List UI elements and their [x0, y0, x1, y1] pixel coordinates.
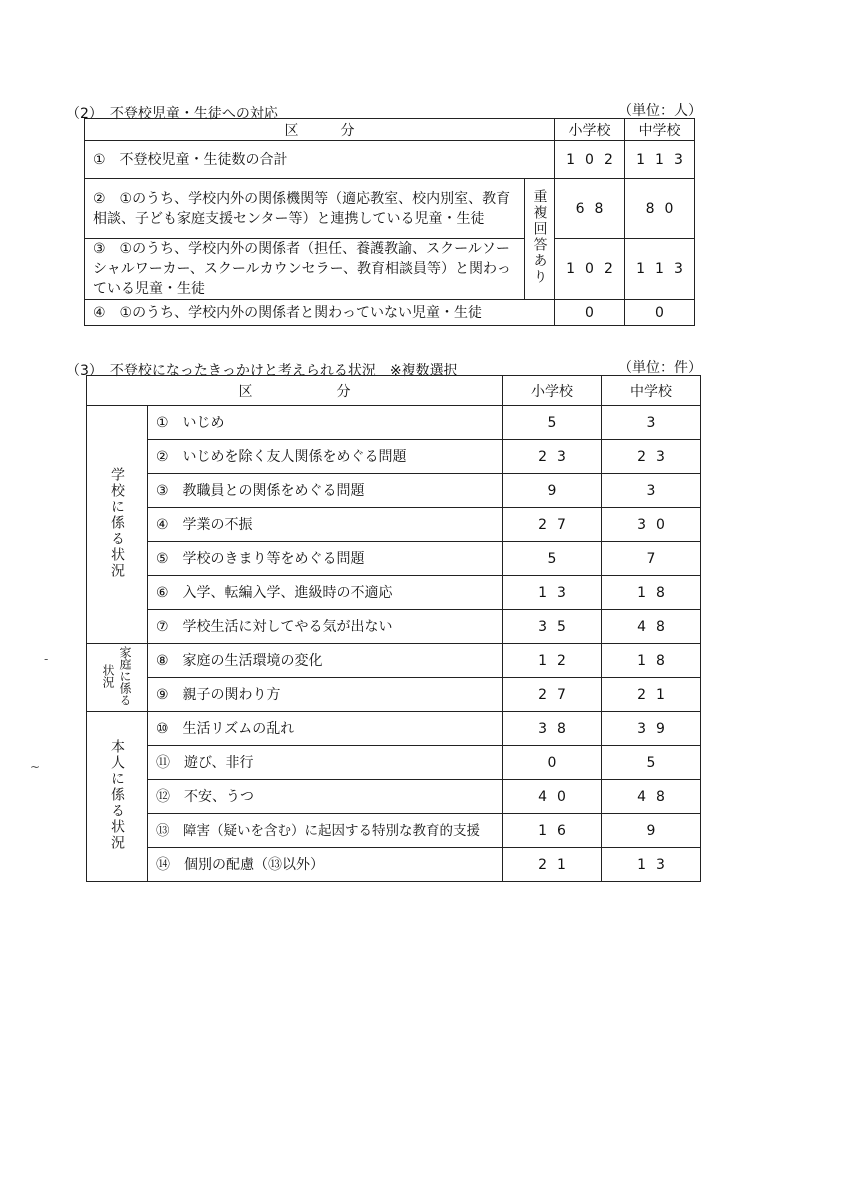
table-row	[85, 239, 695, 300]
elementary-value: 0	[555, 300, 625, 326]
elementary-value: 5	[503, 406, 602, 440]
table-header-row	[87, 376, 701, 406]
junior-value: 113	[625, 141, 695, 179]
section2-title: （2） 不登校児童・生徒への対応	[66, 106, 278, 122]
scan-mark: ~	[30, 760, 41, 774]
junior-value: 80	[625, 179, 695, 239]
table-row	[87, 508, 701, 542]
junior-value: 23	[602, 440, 701, 474]
row-label: ② いじめを除く友人関係をめぐる問題	[148, 440, 503, 474]
junior-value: 48	[602, 780, 701, 814]
elementary-value: 12	[503, 644, 602, 678]
table-row	[87, 746, 701, 780]
row-label: ⑥ 入学、転編入学、進級時の不適応	[148, 576, 503, 610]
table-row	[87, 610, 701, 644]
junior-value: 113	[625, 239, 695, 300]
row-label: ⑭ 個別の配慮（⑬以外）	[148, 848, 503, 882]
table-row	[87, 712, 701, 746]
table-row	[87, 406, 701, 440]
junior-value: 7	[602, 542, 701, 576]
section3-title: （3） 不登校になったきっかけと考えられる状況 ※複数選択	[66, 363, 458, 379]
elementary-value: 27	[503, 508, 602, 542]
row-label: ④ ①のうち、学校内外の関係者と関わっていない児童・生徒	[85, 300, 555, 326]
row-label: ⑦ 学校生活に対してやる気が出ない	[148, 610, 503, 644]
row-label: ⑫ 不安、うつ	[148, 780, 503, 814]
table-row	[87, 440, 701, 474]
row-label: ① 不登校児童・生徒数の合計	[85, 141, 555, 179]
elementary-value: 40	[503, 780, 602, 814]
table-row	[87, 474, 701, 508]
row-label: ③ ①のうち、学校内外の関係者（担任、養護教諭、スクールソーシャルワーカー、スクールカウンセラー、教育相談員等）と関わっている児童・生徒	[85, 239, 525, 300]
junior-value: 18	[602, 644, 701, 678]
elementary-value: 0	[503, 746, 602, 780]
elementary-value: 68	[555, 179, 625, 239]
table-row	[87, 644, 701, 678]
table-row	[87, 678, 701, 712]
elementary-value: 21	[503, 848, 602, 882]
junior-value: 39	[602, 712, 701, 746]
group-label-self: 本人に係る状況	[87, 712, 148, 882]
elementary-value: 35	[503, 610, 602, 644]
section2-table	[84, 118, 695, 326]
junior-value: 48	[602, 610, 701, 644]
junior-value: 5	[602, 746, 701, 780]
row-label: ⑬ 障害（疑いを含む）に起因する特別な教育的支援	[148, 814, 503, 848]
elementary-value: 23	[503, 440, 602, 474]
header-kubun: 区 分	[85, 119, 555, 141]
row-label: ⑪ 遊び、非行	[148, 746, 503, 780]
header-elementary: 小学校	[503, 376, 602, 406]
scan-mark: -	[44, 652, 49, 666]
elementary-value: 102	[555, 239, 625, 300]
elementary-value: 102	[555, 141, 625, 179]
duplicate-answer-note: 重複回答あり	[531, 189, 548, 285]
section3-table	[86, 375, 701, 882]
table-row	[85, 300, 695, 326]
elementary-value: 16	[503, 814, 602, 848]
junior-value: 30	[602, 508, 701, 542]
junior-value: 3	[602, 474, 701, 508]
table-row	[87, 780, 701, 814]
table-header-row	[85, 119, 695, 141]
group-label-school: 学校に係る状況	[87, 406, 148, 644]
table-row	[85, 179, 695, 239]
table-row	[87, 814, 701, 848]
note-vertical-cell	[525, 179, 555, 300]
row-label: ⑩ 生活リズムの乱れ	[148, 712, 503, 746]
junior-value: 18	[602, 576, 701, 610]
section2-unit: （単位：人）	[618, 103, 702, 119]
row-label: ⑧ 家庭の生活環境の変化	[148, 644, 503, 678]
elementary-value: 27	[503, 678, 602, 712]
junior-value: 13	[602, 848, 701, 882]
junior-value: 0	[625, 300, 695, 326]
junior-value: 21	[602, 678, 701, 712]
elementary-value: 38	[503, 712, 602, 746]
header-kubun: 区 分	[87, 376, 503, 406]
table-row	[87, 542, 701, 576]
section3-unit: （単位：件）	[618, 360, 702, 376]
table-row	[85, 141, 695, 179]
junior-value: 3	[602, 406, 701, 440]
group-label-family: 家庭に係る状況	[87, 644, 148, 712]
row-label: ⑨ 親子の関わり方	[148, 678, 503, 712]
header-junior: 中学校	[602, 376, 701, 406]
elementary-value: 9	[503, 474, 602, 508]
junior-value: 9	[602, 814, 701, 848]
elementary-value: 13	[503, 576, 602, 610]
row-label: ① いじめ	[148, 406, 503, 440]
table-row	[87, 576, 701, 610]
row-label: ④ 学業の不振	[148, 508, 503, 542]
row-label: ③ 教職員との関係をめぐる問題	[148, 474, 503, 508]
header-elementary: 小学校	[555, 119, 625, 141]
elementary-value: 5	[503, 542, 602, 576]
header-junior: 中学校	[625, 119, 695, 141]
row-label: ⑤ 学校のきまり等をめぐる問題	[148, 542, 503, 576]
row-label: ② ①のうち、学校内外の関係機関等（適応教室、校内別室、教育相談、子ども家庭支援センター等）と連携している児童・生徒	[85, 179, 525, 239]
table-row	[87, 848, 701, 882]
